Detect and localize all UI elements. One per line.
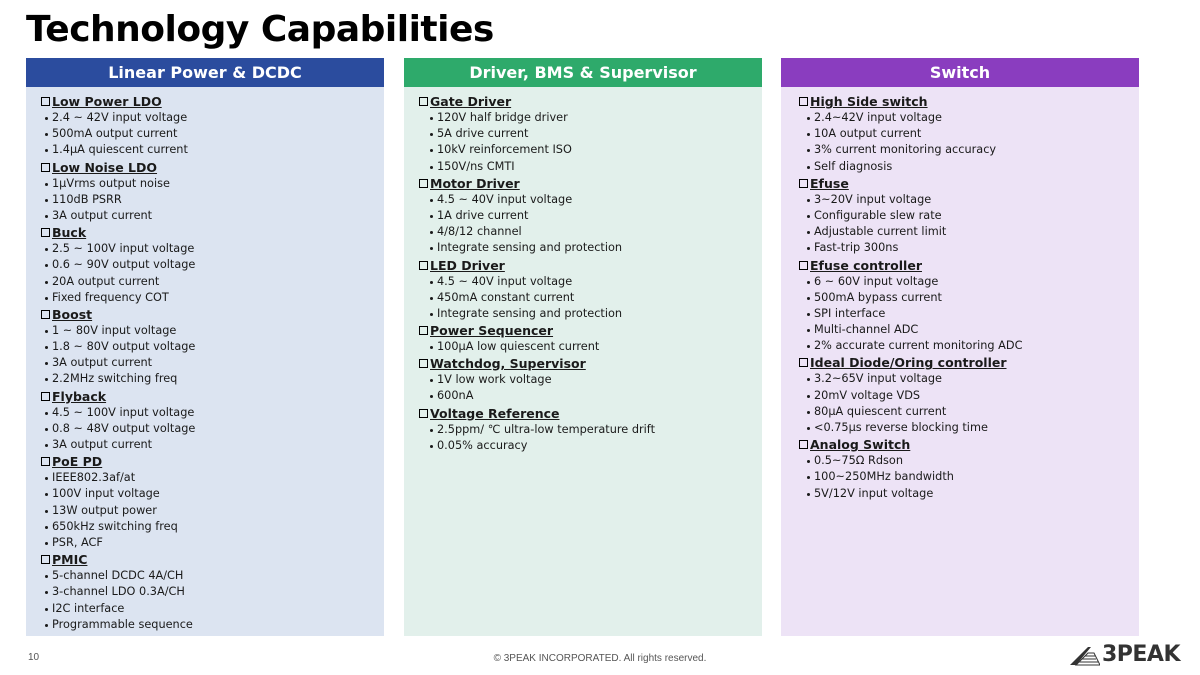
section-title-label: Gate Driver (430, 94, 512, 109)
bullet-item: 2% accurate current monitoring ADC (781, 338, 1139, 354)
bullet-item: 1V low work voltage (404, 372, 762, 388)
bullet-item: 1 ~ 80V input voltage (26, 323, 384, 339)
column-driver-bms (404, 58, 762, 636)
section-title-label: Low Noise LDO (52, 159, 158, 175)
checkbox-square-icon (799, 261, 808, 270)
checkbox-square-icon (41, 555, 50, 564)
bullet-item: 450mA constant current (404, 290, 762, 306)
checkbox-square-icon (419, 261, 428, 270)
peak-logo-icon (1070, 644, 1100, 666)
bullet-item: Fast-trip 300ns (781, 240, 1139, 256)
bullet-item: 2.4~42V input voltage (781, 110, 1139, 126)
bullet-item: Adjustable current limit (781, 224, 1139, 240)
section-title (26, 388, 384, 405)
section-title-label: Efuse controller (810, 257, 922, 273)
bullet-item: 110dB PSRR (26, 192, 384, 208)
logo-text: 3PEAK (1101, 642, 1180, 667)
bullet-item: Fixed frequency COT (26, 290, 384, 306)
section-title-label: Efuse (810, 175, 849, 191)
bullet-item: 10kV reinforcement ISO (404, 142, 762, 158)
bullet-item: 0.5~75Ω Rdson (781, 453, 1139, 469)
capability-section (404, 93, 762, 175)
company-logo (1070, 642, 1180, 667)
bullet-item: Configurable slew rate (781, 208, 1139, 224)
section-title (404, 257, 762, 274)
column-header: Switch (781, 58, 1139, 87)
checkbox-square-icon (419, 326, 428, 335)
column-header: Driver, BMS & Supervisor (404, 58, 762, 87)
section-title (26, 306, 384, 323)
bullet-item: 2.2MHz switching freq (26, 371, 384, 387)
bullet-item: 1.4µA quiescent current (26, 142, 384, 158)
section-title-label: Buck (52, 225, 87, 241)
bullet-item: I2C interface (26, 601, 384, 617)
bullet-item: Integrate sensing and protection (404, 240, 762, 256)
bullet-item: 2.5 ~ 100V input voltage (26, 241, 384, 257)
bullet-item: 100µA low quiescent current (404, 339, 762, 355)
bullet-item: 3-channel LDO 0.3A/CH (26, 584, 384, 600)
bullet-item: 4.5 ~ 40V input voltage (404, 192, 762, 208)
bullet-item: 0.05% accuracy (404, 438, 762, 454)
bullet-item: 4.5 ~ 40V input voltage (404, 274, 762, 290)
capability-section (781, 257, 1139, 355)
section-title (26, 551, 384, 568)
capability-section (781, 354, 1139, 436)
bullet-item: 500mA bypass current (781, 290, 1139, 306)
checkbox-square-icon (799, 179, 808, 188)
bullet-item: 4/8/12 channel (404, 224, 762, 240)
bullet-item: 120V half bridge driver (404, 110, 762, 126)
section-title-label: LED Driver (430, 257, 505, 273)
section-title (404, 322, 762, 339)
bullet-item: 3~20V input voltage (781, 192, 1139, 208)
bullet-item: 100V input voltage (26, 486, 384, 502)
bullet-item: 13W output power (26, 503, 384, 519)
bullet-item: Programmable sequence (26, 617, 384, 633)
column-body (404, 87, 762, 636)
checkbox-square-icon (419, 359, 428, 368)
section-title (404, 175, 762, 192)
bullet-item: 20mV voltage VDS (781, 388, 1139, 404)
section-title (26, 159, 384, 176)
section-title-label: Ideal Diode/Oring controller (810, 355, 1007, 371)
bullet-item: IEEE802.3af/at (26, 470, 384, 486)
bullet-item: 600nA (404, 388, 762, 404)
bullet-item: 5V/12V input voltage (781, 486, 1139, 502)
checkbox-square-icon (41, 97, 50, 106)
section-title (781, 175, 1139, 192)
column-linear-power (26, 58, 384, 636)
bullet-item: 2.4 ~ 42V input voltage (26, 110, 384, 126)
capability-section (26, 551, 384, 633)
section-title (404, 355, 762, 372)
checkbox-square-icon (41, 457, 50, 466)
capability-section (26, 453, 384, 551)
bullet-item: 500mA output current (26, 126, 384, 142)
capability-section (404, 355, 762, 404)
section-title-label: Motor Driver (430, 175, 520, 191)
capability-section (404, 175, 762, 257)
page-number: 10 (28, 652, 40, 663)
bullet-item: 80µA quiescent current (781, 404, 1139, 420)
bullet-item: 3A output current (26, 355, 384, 371)
section-title-label: Watchdog, Supervisor (430, 356, 586, 372)
bullet-item: 3A output current (26, 437, 384, 453)
bullet-item: <0.75µs reverse blocking time (781, 420, 1139, 436)
bullet-item: 650kHz switching freq (26, 519, 384, 535)
section-title (781, 93, 1139, 110)
capability-section (781, 175, 1139, 257)
checkbox-square-icon (419, 409, 428, 418)
checkbox-square-icon (419, 179, 428, 188)
copyright-text: © 3PEAK INCORPORATED. All rights reserved. (493, 653, 707, 664)
capability-section (781, 436, 1139, 502)
bullet-item: SPI interface (781, 306, 1139, 322)
bullet-item: Multi-channel ADC (781, 322, 1139, 338)
bullet-item: 5A drive current (404, 126, 762, 142)
capability-section (26, 306, 384, 388)
bullet-item: 150V/ns CMTI (404, 159, 762, 175)
bullet-item: 2.5ppm/ ℃ ultra-low temperature drift (404, 422, 762, 438)
page-title: Technology Capabilities (26, 9, 494, 50)
bullet-item: 100~250MHz bandwidth (781, 469, 1139, 485)
bullet-item: 0.8 ~ 48V output voltage (26, 421, 384, 437)
checkbox-square-icon (799, 358, 808, 367)
section-title-label: Analog Switch (810, 437, 911, 453)
section-title (26, 453, 384, 470)
bullet-item: 10A output current (781, 126, 1139, 142)
bullet-item: 3.2~65V input voltage (781, 371, 1139, 387)
section-title (26, 93, 384, 110)
column-body (26, 87, 384, 636)
bullet-item: 1A drive current (404, 208, 762, 224)
bullet-item: 0.6 ~ 90V output voltage (26, 257, 384, 273)
section-title (404, 93, 762, 110)
capability-section (781, 93, 1139, 175)
checkbox-square-icon (41, 228, 50, 237)
section-title-label: Flyback (52, 388, 107, 404)
checkbox-square-icon (799, 97, 808, 106)
section-title (26, 224, 384, 241)
capability-section (26, 93, 384, 159)
section-title-label: Voltage Reference (430, 405, 560, 421)
checkbox-square-icon (41, 392, 50, 401)
capability-section (404, 257, 762, 323)
bullet-item: 5-channel DCDC 4A/CH (26, 568, 384, 584)
bullet-item: 3% current monitoring accuracy (781, 142, 1139, 158)
section-title-label: PMIC (52, 552, 88, 568)
bullet-item: Self diagnosis (781, 159, 1139, 175)
bullet-item: 20A output current (26, 274, 384, 290)
capability-section (26, 388, 384, 454)
section-title (781, 257, 1139, 274)
section-title-label: Boost (52, 306, 93, 322)
section-title (404, 405, 762, 422)
checkbox-square-icon (41, 163, 50, 172)
column-header: Linear Power & DCDC (26, 58, 384, 87)
checkbox-square-icon (41, 310, 50, 319)
bullet-item: PSR, ACF (26, 535, 384, 551)
bullet-item: 1µVrms output noise (26, 176, 384, 192)
bullet-item: 6 ~ 60V input voltage (781, 274, 1139, 290)
checkbox-square-icon (799, 440, 808, 449)
column-switch (781, 58, 1139, 636)
section-title-label: High Side switch (810, 94, 928, 109)
section-title-label: Low Power LDO (52, 94, 162, 109)
section-title-label: Power Sequencer (430, 323, 554, 339)
section-title (781, 436, 1139, 453)
bullet-item: 3A output current (26, 208, 384, 224)
capability-section (26, 159, 384, 225)
section-title-label: PoE PD (52, 454, 103, 470)
column-body (781, 87, 1139, 636)
capability-section (404, 322, 762, 355)
checkbox-square-icon (419, 97, 428, 106)
section-title (781, 354, 1139, 371)
bullet-item: 1.8 ~ 80V output voltage (26, 339, 384, 355)
bullet-item: Integrate sensing and protection (404, 306, 762, 322)
capability-section (26, 224, 384, 306)
bullet-item: 4.5 ~ 100V input voltage (26, 405, 384, 421)
capability-section (404, 405, 762, 454)
